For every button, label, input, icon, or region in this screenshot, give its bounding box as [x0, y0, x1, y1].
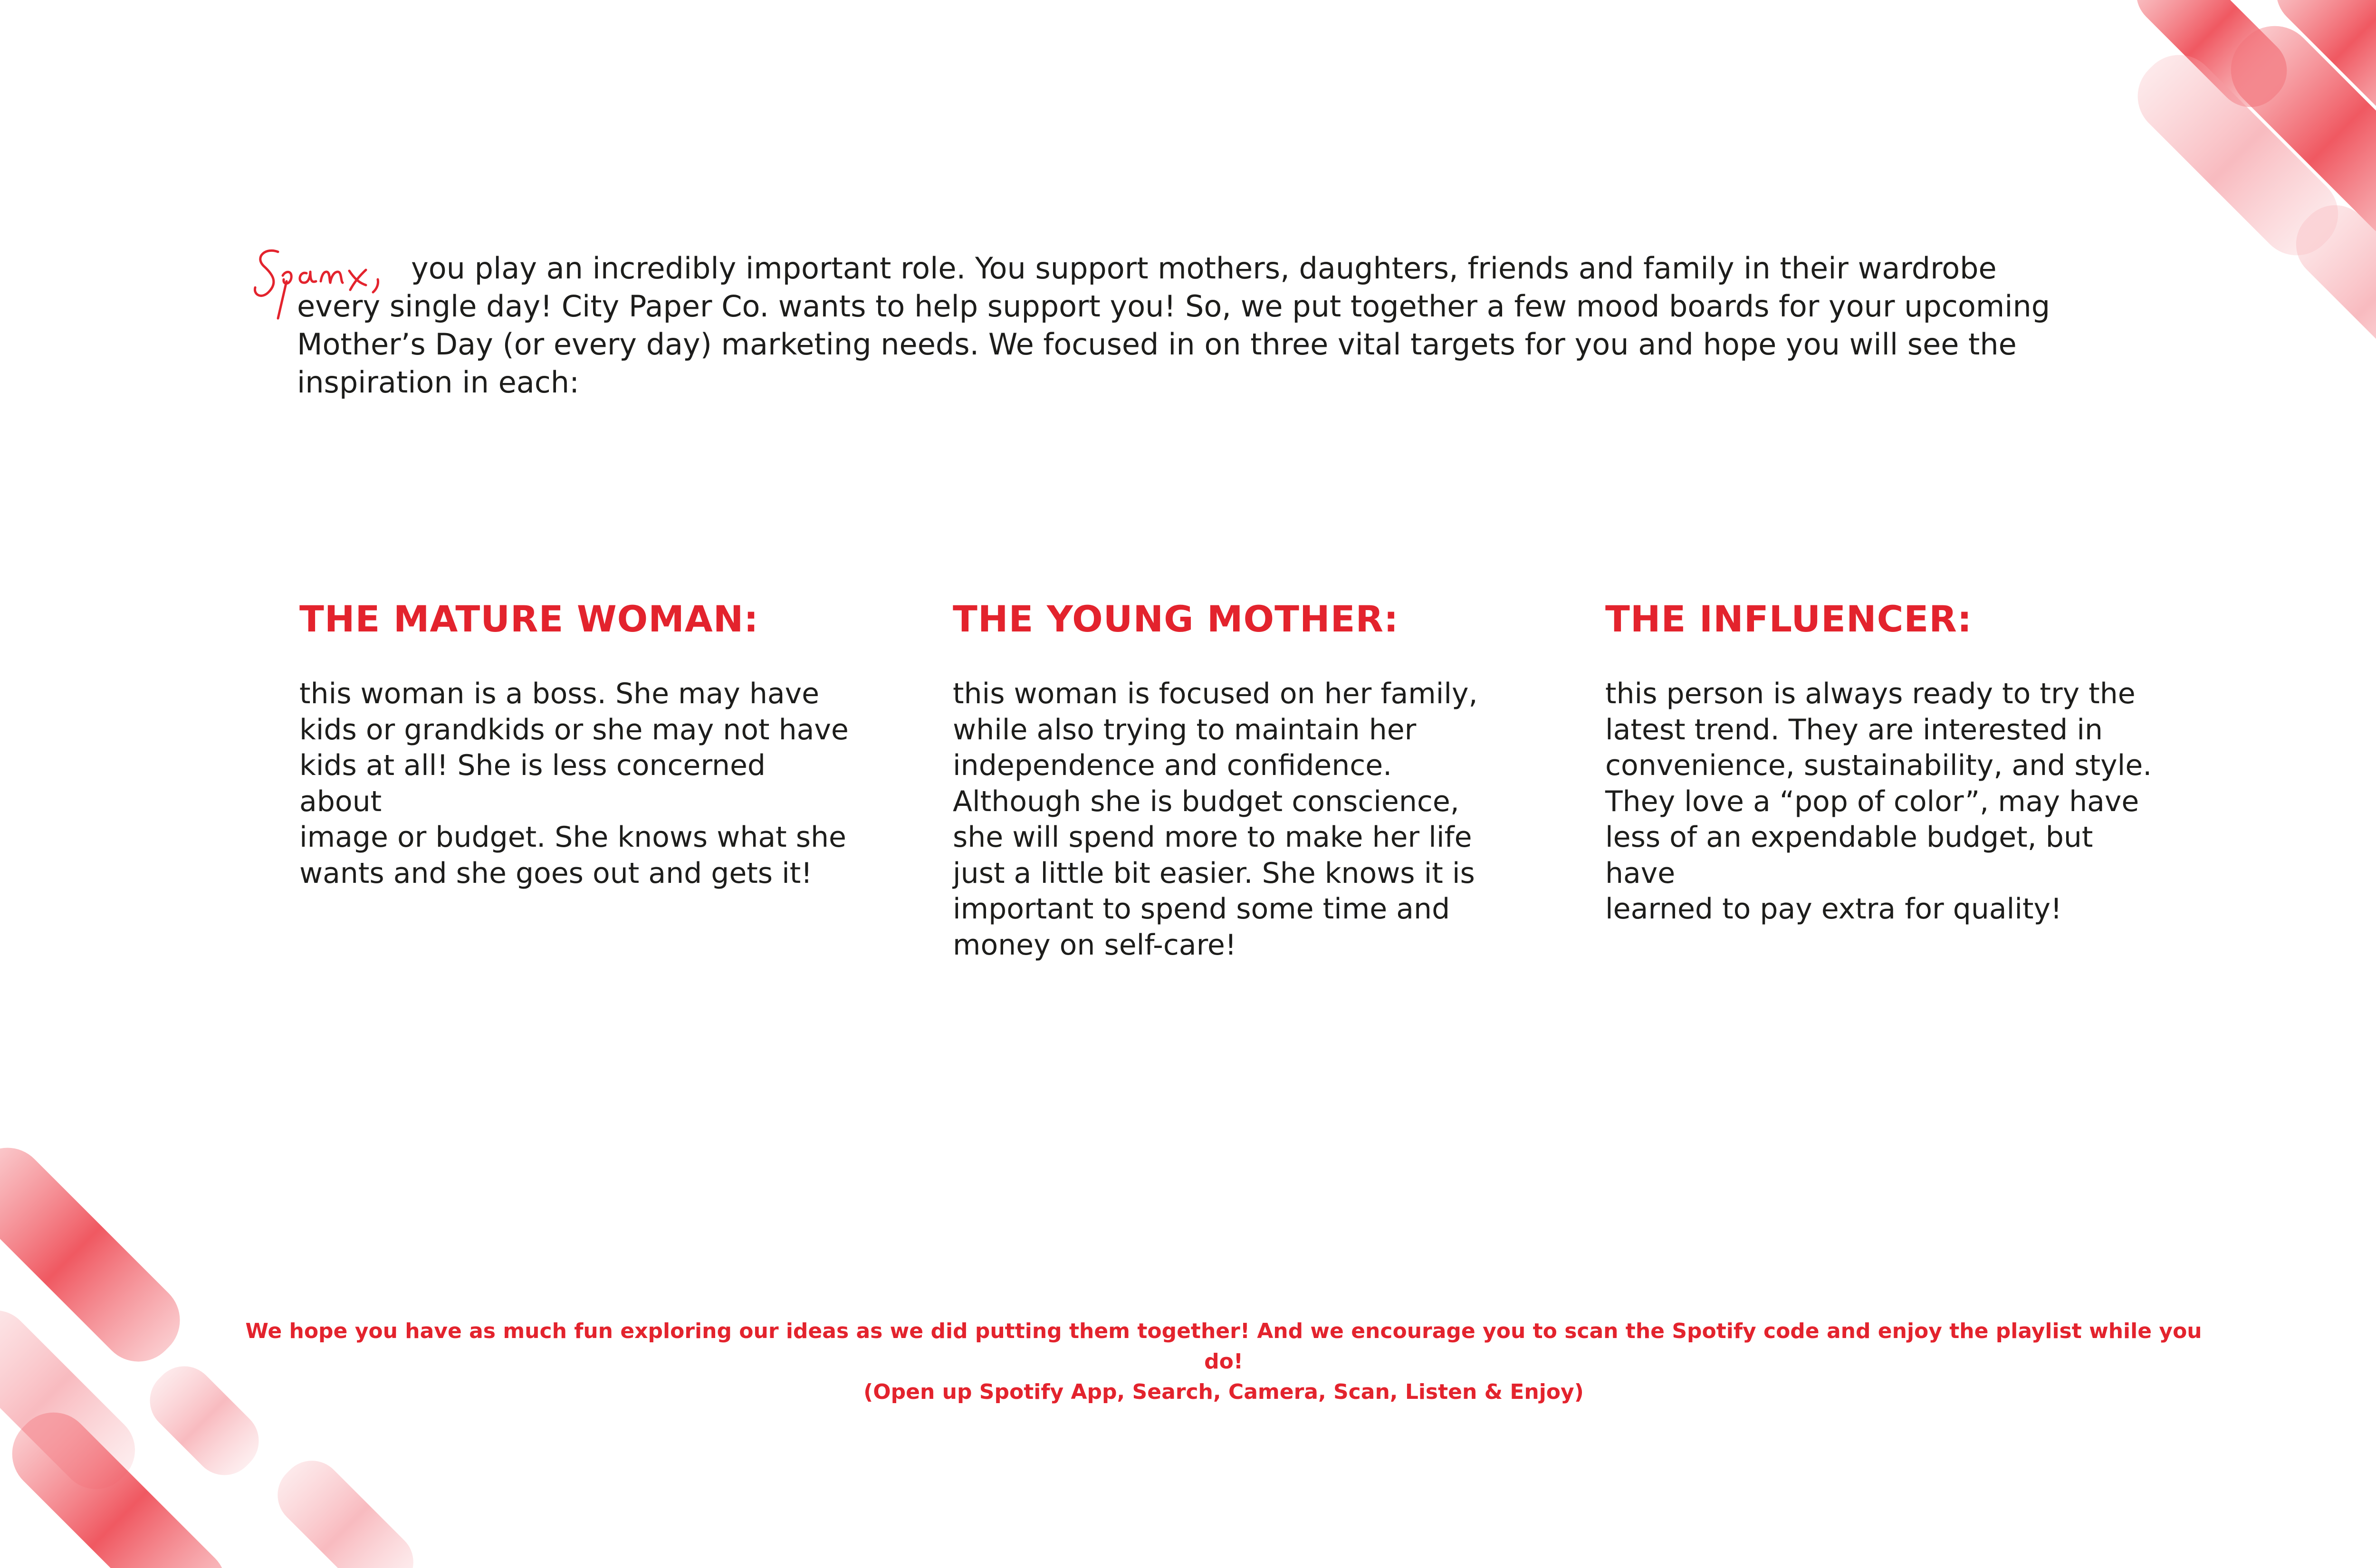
target-title: THE YOUNG MOTHER:: [953, 598, 1399, 640]
footer-line-2: (Open up Spotify App, Search, Camera, Scan, Listen & Enjoy): [863, 1380, 1584, 1404]
target-description: this woman is a boss. She may have kids or grandkids or she may not have kids at all! She is less concerned about image or budget. She knows what she wants and she goes out and gets it!: [299, 677, 849, 890]
footer-note: [238, 1316, 2210, 1407]
footer-line-1: We hope you have as much fun exploring our ideas as we did putting them together! And we encourage you to scan the Spotify code and enjoy the playlist while you do!: [245, 1319, 2202, 1374]
target-title: THE MATURE WOMAN:: [299, 598, 759, 640]
target-young-mother: [953, 596, 1504, 963]
intro-text: you play an incredibly important role. You support mothers, daughters, friends and family in their wardrobe every single day! City Paper Co. wants to help support you! So, we put together a few mood boards for your upcoming Mother’s Day (or every day) marketing needs. We focused in on three vital targets for you and hope you will see the inspiration in each:: [297, 251, 2050, 400]
target-mature-woman: [299, 596, 851, 891]
target-title: THE INFLUENCER:: [1605, 598, 1973, 640]
target-description: this person is always ready to try the latest trend. They are interested in convenience, sustainability, and style. They love a “pop of color”, may have less of an expendable budget, but have learned to pay extra for quality!: [1605, 677, 2152, 926]
intro-paragraph: [297, 249, 2079, 402]
target-description: this woman is focused on her family, while also trying to maintain her independence and confidence. Although she is budget conscience, she will spend more to make her life just a little bit easier. She knows it is important to spend some time and money on self-care!: [953, 677, 1478, 962]
target-influencer: [1605, 596, 2156, 927]
